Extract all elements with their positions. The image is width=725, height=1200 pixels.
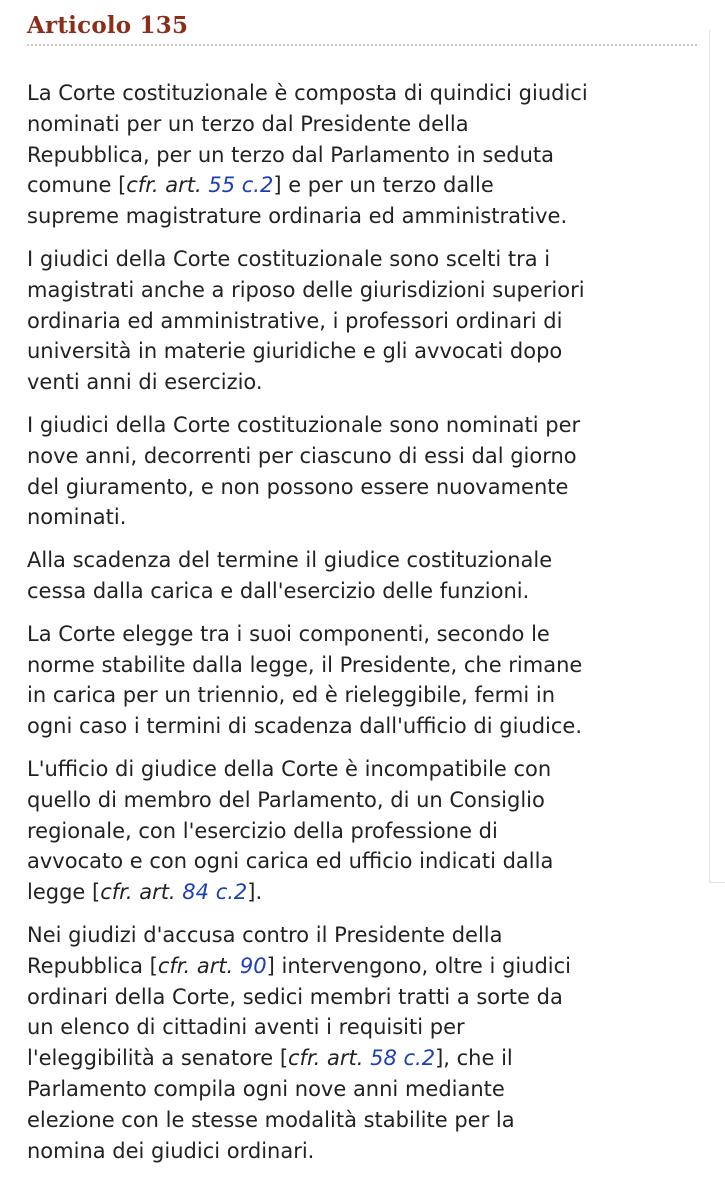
paragraph-text: comune [ <box>27 173 127 198</box>
paragraph-text: nominati. <box>27 505 127 530</box>
paragraph-text: norme stabilite dalla legge, il Presidente, che rimane <box>27 652 583 677</box>
paragraph-text: ], che il <box>435 1046 513 1071</box>
paragraph-text: nomina dei giudici ordinari. <box>27 1138 315 1163</box>
article-paragraph <box>27 244 699 398</box>
side-panel-edge <box>709 30 725 883</box>
reference-prefix: cfr. art. <box>126 173 209 198</box>
paragraph-text: I giudici della Corte costituzionale sono nominati per <box>27 412 581 437</box>
article-body <box>27 78 699 1178</box>
paragraph-text: avvocato e con ogni carica ed ufficio indicati dalla <box>27 849 554 874</box>
paragraph-text: I giudici della Corte costituzionale sono scelti tra i <box>27 246 551 271</box>
paragraph-text: legge [ <box>27 880 101 905</box>
paragraph-text: venti anni di esercizio. <box>27 370 263 395</box>
paragraph-text: del giuramento, e non possono essere nuovamente <box>27 474 569 499</box>
reference-prefix: cfr. art. <box>288 1046 371 1071</box>
article-title: Articolo 135 <box>27 12 189 39</box>
paragraph-text: nove anni, decorrenti per ciascuno di essi dal giorno <box>27 443 577 468</box>
paragraph-text: Repubblica, per un terzo dal Parlamento in seduta <box>27 142 554 167</box>
paragraph-text: Parlamento compila ogni nove anni mediante <box>27 1076 505 1101</box>
paragraph-text: L'ufficio di giudice della Corte è incompatibile con <box>27 756 552 781</box>
paragraph-text: quello di membro del Parlamento, di un Consiglio <box>27 787 545 812</box>
article-reference-link[interactable]: 84 c.2 <box>182 880 248 905</box>
paragraph-text: un elenco di cittadini aventi i requisiti per <box>27 1015 465 1040</box>
article-reference-link[interactable]: 55 c.2 <box>208 173 274 198</box>
paragraph-text: regionale, con l'esercizio della professione di <box>27 818 498 843</box>
paragraph-text: università in materie giuridiche e gli avvocati dopo <box>27 339 563 364</box>
paragraph-text: ] e per un terzo dalle <box>273 173 494 198</box>
article-paragraph <box>27 619 699 742</box>
paragraph-text: elezione con le stesse modalità stabilite per la <box>27 1107 515 1132</box>
paragraph-text: Repubblica [ <box>27 953 158 978</box>
paragraph-text: supreme magistrature ordinaria ed amministrative. <box>27 204 568 229</box>
paragraph-text: La Corte costituzionale è composta di quindici giudici <box>27 81 588 105</box>
title-divider <box>27 44 697 46</box>
paragraph-text: Alla scadenza del termine il giudice costituzionale <box>27 548 553 573</box>
article-paragraph <box>27 754 699 908</box>
paragraph-text: La Corte elegge tra i suoi componenti, secondo le <box>27 621 550 646</box>
article-paragraph <box>27 78 699 232</box>
reference-prefix: cfr. art. <box>100 880 183 905</box>
article-paragraph <box>27 545 699 607</box>
paragraph-text: ogni caso i termini di scadenza dall'ufficio di giudice. <box>27 714 583 739</box>
reference-prefix: cfr. art. <box>157 953 240 978</box>
article-paragraph <box>27 410 699 533</box>
paragraph-text: magistrati anche a riposo delle giurisdizioni superiori <box>27 277 585 302</box>
paragraph-text: in carica per un triennio, ed è rieleggibile, fermi in <box>27 683 556 708</box>
paragraph-text: ordinaria ed amministrative, i professori ordinari di <box>27 308 563 333</box>
article-reference-link[interactable]: 58 c.2 <box>370 1046 436 1071</box>
paragraph-text: nominati per un terzo dal Presidente della <box>27 111 469 136</box>
paragraph-text: ordinari della Corte, sedici membri tratti a sorte da <box>27 984 563 1009</box>
paragraph-text: ]. <box>247 880 263 905</box>
article-reference-link[interactable]: 90 <box>239 953 267 978</box>
paragraph-text: Nei giudizi d'accusa contro il Presidente della <box>27 922 503 947</box>
paragraph-text: cessa dalla carica e dall'esercizio delle funzioni. <box>27 578 530 603</box>
paragraph-text: ] intervengono, oltre i giudici <box>266 953 572 978</box>
article-paragraph <box>27 920 699 1166</box>
paragraph-text: l'eleggibilità a senatore [ <box>27 1046 289 1071</box>
